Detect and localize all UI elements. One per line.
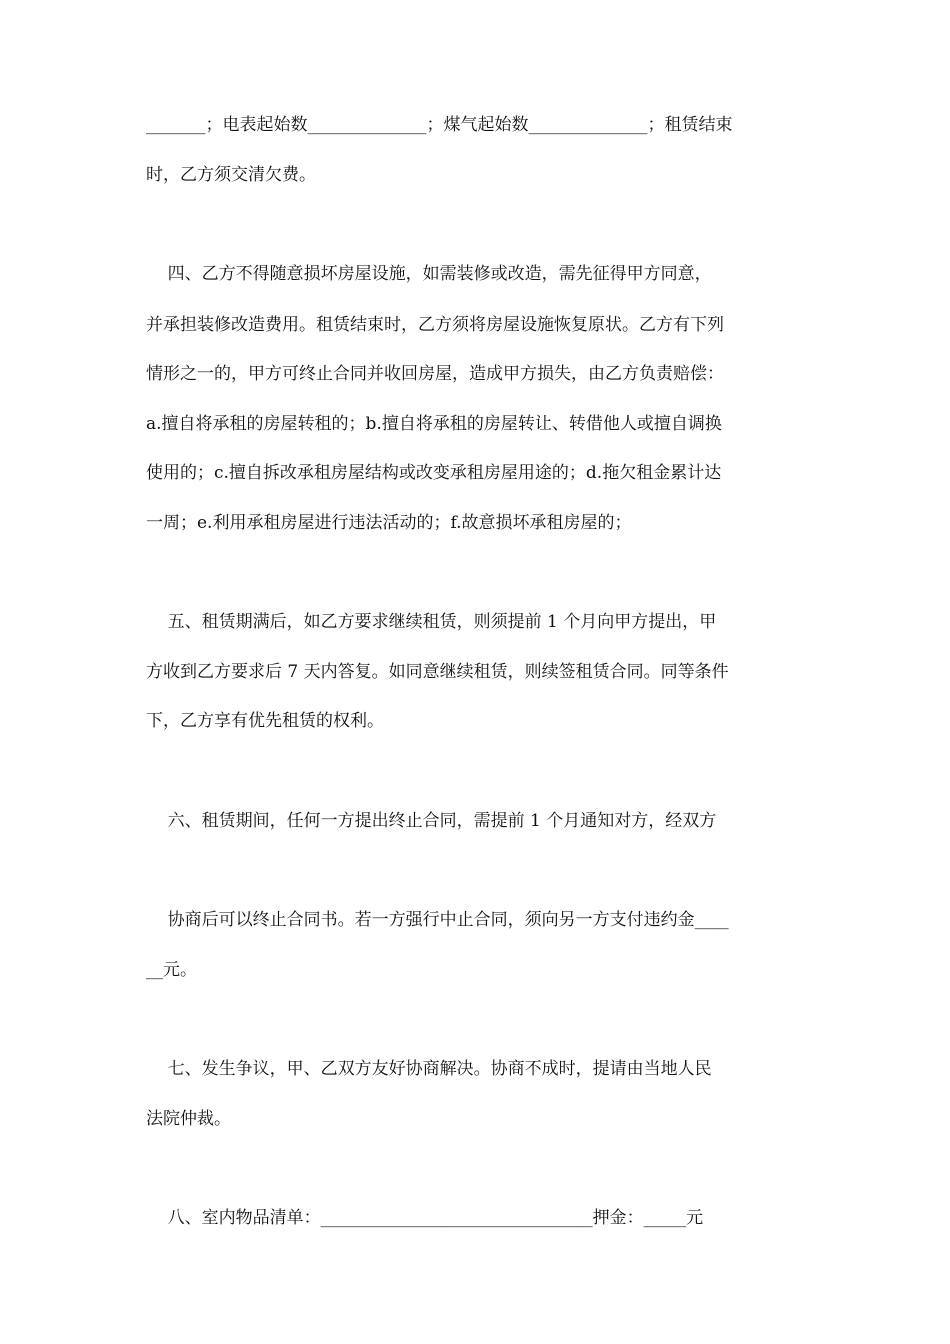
clause-heading-7: 七、发生争议，甲、乙双方友好协商解决。协商不成时，提请由当地人民 (146, 1059, 712, 1079)
text-line: 方收到乙方要求后 7 天内答复。如同意继续租赁，则续签租赁合同。同等条件 (146, 662, 729, 682)
text-line: _______；电表起始数______________；煤气起始数______________；租赁结束 (146, 115, 733, 135)
text-line: __元。 (146, 960, 197, 980)
text-line: 法院仲裁。 (146, 1109, 231, 1129)
text-line: 使用的；c.擅自拆改承租房屋结构或改变承租房屋用途的；d.拖欠租金累计达 (146, 463, 722, 483)
clause-heading-8: 八、室内物品清单：________________________________押金：_____元 (146, 1208, 704, 1228)
text-line: 一周；e.利用承租房屋进行违法活动的；f.故意损坏承租房屋的； (146, 513, 632, 533)
text-line: 时，乙方须交清欠费。 (146, 165, 316, 185)
clause-heading-6: 六、租赁期间，任何一方提出终止合同，需提前 1 个月通知对方，经双方 (146, 811, 717, 831)
text-line: 协商后可以终止合同书。若一方强行中止合同，须向另一方支付违约金____ (146, 910, 729, 930)
clause-heading-5: 五、租赁期满后，如乙方要求继续租赁，则须提前 1 个月向甲方提出，甲 (146, 612, 717, 632)
text-line: a.擅自将承租的房屋转租的；b.擅自将承租的房屋转让、转借他人或擅自调换 (146, 414, 722, 434)
text-line: 并承担装修改造费用。租赁结束时，乙方须将房屋设施恢复原状。乙方有下列 (146, 315, 724, 335)
clause-heading-4: 四、乙方不得随意损坏房屋设施，如需装修或改造，需先征得甲方同意， (146, 264, 712, 284)
text-line: 下，乙方享有优先租赁的权利。 (146, 711, 384, 731)
text-line: 情形之一的，甲方可终止合同并收回房屋，造成甲方损失，由乙方负责赔偿： (146, 364, 724, 384)
